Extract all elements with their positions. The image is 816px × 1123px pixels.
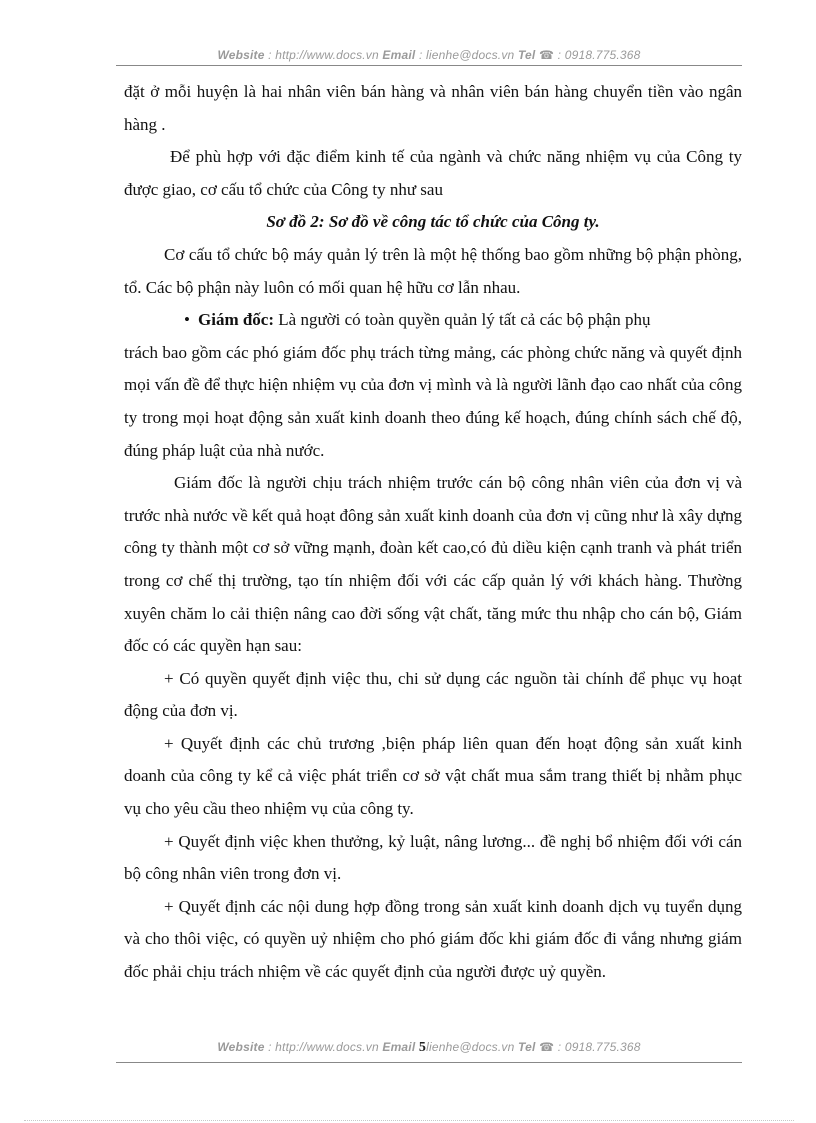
header-email-address[interactable]: : lienhe@docs.vn [415,48,518,62]
header-tel-label: Tel [517,48,536,62]
page-bottom-divider [24,1120,794,1121]
page-number: 5 [418,1040,427,1055]
bullet-line1: Là người có toàn quyền quản lý tất cả các bộ phận phụ [274,310,651,330]
paragraph-director-duties: Giám đốc là người chịu trách nhiệm trước cán bộ công nhân viên của đơn vị và trước nhà nước về kết quả hoạt đông sản xuất kinh doanh của đơn vị cũng như là xây dựng công ty thành một cơ sở vững mạnh, đoàn kết cao,có đủ diều kiện cạnh tranh và phát triển trong cơ chế thị trường, tạo tín nhiệm đối với các cấp quản lý với khách hàng. Thường xuyên chăm lo cải thiện nâng cao đời sống vật chất, tăng mức thu nhập cho cán bộ, Giám đốc có các quyền hạn sau: [124,473,742,656]
bullet-dot: • [184,310,190,330]
footer-email-address[interactable]: lienhe@docs.vn [426,1040,519,1054]
footer-tel-label: Tel [518,1040,536,1054]
paragraph-structure: Cơ cấu tổ chức bộ máy quản lý trên là một hệ thống bao gồm những bộ phận phòng, tổ. Các bộ phận này luôn có mối quan hệ hữu cơ lẫn nhau. [124,244,742,297]
footer-website-label: Website [217,1040,265,1054]
diagram-caption: Sơ đồ 2: Sơ đồ về công tác tổ chức của Công ty. [266,212,600,232]
footer-website-url[interactable]: : http://www.docs.vn [264,1040,383,1054]
document-body [124,76,742,989]
page-footer [116,1040,742,1063]
page-header [116,48,742,66]
header-email-label: Email [382,48,416,62]
bullet-director [124,304,742,337]
list-item-contracts: + Quyết định các nội dung hợp đồng trong sản xuất kinh doanh dịch vụ tuyển dụng và cho thôi việc, có quyền uỷ nhiệm cho phó giám đốc khi giám đốc đi vắng nhưng giám đốc phải chịu trách nhiệm về các quyết định của người được uỷ quyền. [124,896,742,982]
header-website-label: Website [217,48,265,62]
bullet-title: Giám đốc: [198,310,275,330]
list-item-policy: + Quyết định các chủ trương ,biện pháp liên quan đến hoạt động sản xuất kinh doanh của công ty kể cả việc phát triển cơ sở vật chất mua sắm trang thiết bị nhằm phục vụ cho yêu cầu theo nhiệm vụ của công ty. [124,733,742,819]
paragraph-continuation: đặt ở mỗi huyện là hai nhân viên bán hàng và nhân viên bán hàng chuyển tiền vào ngân hàng . [124,82,742,134]
footer-email-label: Email [382,1040,416,1054]
bullet-continuation: trách bao gồm các phó giám đốc phụ trách từng mảng, các phòng chức năng và quyết định mọi vấn đề để thực hiện nhiệm vụ của đơn vị mình và là người lãnh đạo cao nhất của công ty trong mọi hoạt động sản xuất kinh doanh theo đúng kế hoạch, đúng chính sách chế độ, đúng pháp luật của nhà nước. [124,342,742,460]
footer-tel-number: ☎ : 0918.775.368 [535,1040,641,1054]
list-item-discipline: + Quyết định việc khen thưởng, kỷ luật, nâng lương... đề nghị bổ nhiệm đối với cán bộ công nhân viên trong đơn vị. [124,831,742,884]
header-tel-number: ☎ : 0918.775.368 [535,48,641,62]
paragraph-intro: Để phù hợp với đặc điểm kinh tế của ngành và chức năng nhiệm vụ của Công ty được giao, cơ cấu tổ chức của Công ty như sau [124,147,742,199]
list-item-finance: + Có quyền quyết định việc thu, chi sử dụng các nguồn tài chính để phục vụ hoạt động của đơn vị. [124,668,742,721]
header-website-url[interactable]: : http://www.docs.vn [264,48,383,62]
